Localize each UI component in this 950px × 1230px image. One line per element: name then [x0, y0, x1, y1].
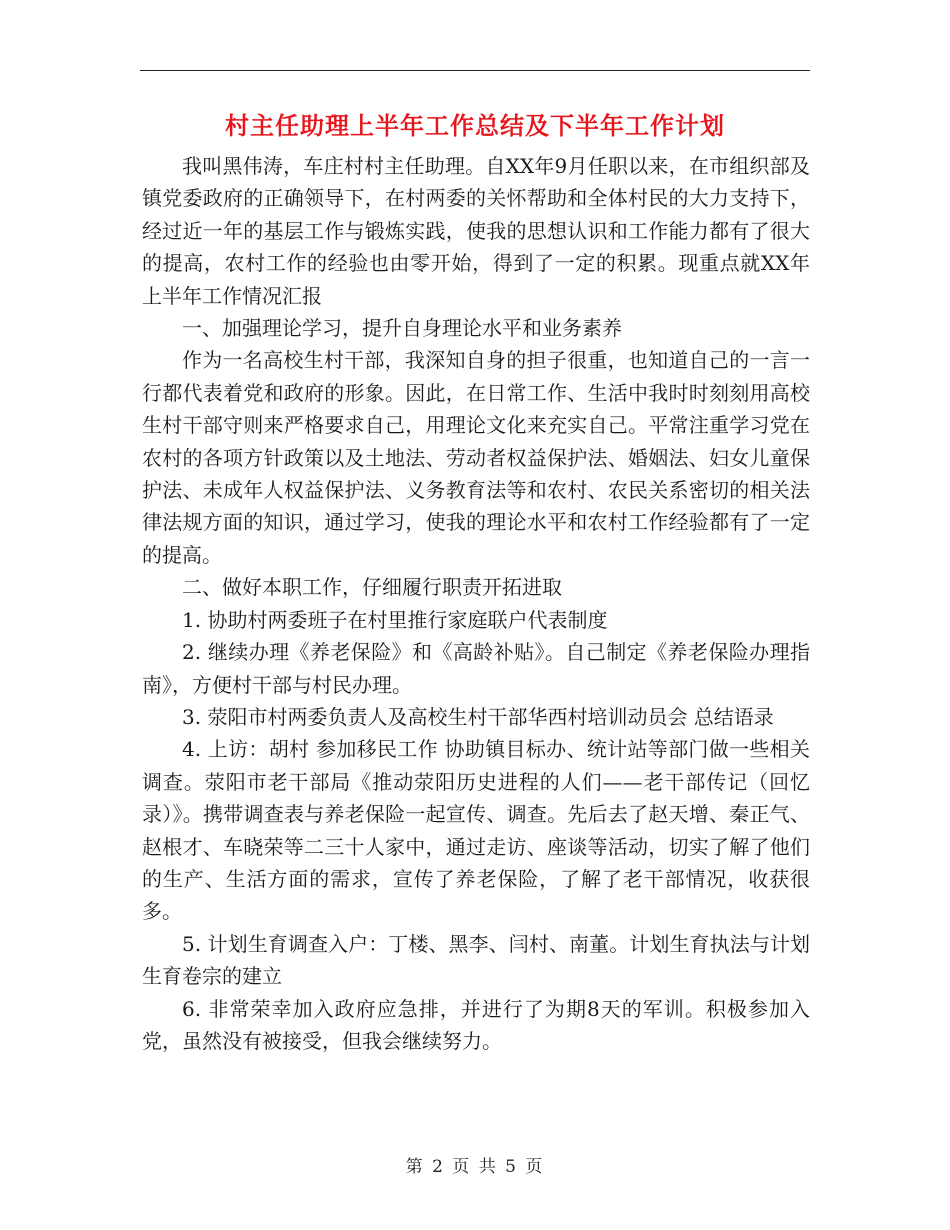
header-rule — [140, 70, 810, 71]
list-item-4: 4. 上访：胡村 参加移民工作 协助镇目标办、统计站等部门做一些相关调查。荥阳市老干部局《推动荥阳历史进程的人们——老干部传记（回忆录）》。携带调查表与养老保险一起宣传、调查。先后去了赵天增、秦正气、赵根才、车晓荣等二三十人家中，通过走访、座谈等活动，切实了解了他们的生产、生活方面的需求，宣传了养老保险，了解了老干部情况，收获很多。 — [142, 737, 810, 924]
page-number-label: 第 2 页 共 5 页 — [405, 1157, 545, 1177]
page-number-footer — [0, 1152, 950, 1177]
list-item-3: 3. 荥阳市村两委负责人及高校生村干部华西村培训动员会 总结语录 — [182, 704, 774, 729]
paragraph-study: 作为一名高校生村干部，我深知自身的担子很重，也知道自己的一言一行都代表着党和政府的形象。因此，在日常工作、生活中我时时刻刻用高校生村干部守则来严格要求自己，用理论文化来充实自己。平常注重学习党在农村的各项方针政策以及土地法、劳动者权益保护法、婚姻法、妇女儿童保护法、未成年人权益保护法、义务教育法等和农村、农民关系密切的相关法律法规方面的知识，通过学习，使我的理论水平和农村工作经验都有了一定的提高。 — [142, 348, 810, 567]
list-item-6: 6. 非常荣幸加入政府应急排，并进行了为期8天的军训。积极参加入党，虽然没有被接受，但我会继续努力。 — [142, 996, 810, 1053]
list-item-5: 5. 计划生育调查入户：丁楼、黑李、闫村、南董。计划生育执法与计划生育卷宗的建立 — [142, 931, 810, 989]
document-body — [142, 150, 810, 1057]
section-heading-2: 二、做好本职工作，仔细履行职责开拓进取 — [182, 575, 562, 600]
paragraph-intro: 我叫黑伟涛，车庄村村主任助理。自XX年9月任职以来，在市组织部及镇党委政府的正确领导下，在村两委的关怀帮助和全体村民的大力支持下，经过近一年的基层工作与锻炼实践，使我的思想认识和工作能力都有了很大的提高，农村工作的经验也由零开始，得到了一定的积累。现重点就XX年上半年工作情况汇报 — [142, 154, 810, 308]
section-heading-1: 一、加强理论学习，提升自身理论水平和业务素养 — [182, 316, 622, 341]
list-item-1: 1. 协助村两委班子在村里推行家庭联户代表制度 — [182, 607, 608, 632]
list-item-2: 2. 继续办理《养老保险》和《高龄补贴》。自己制定《养老保险办理指南》，方便村干部与村民办理。 — [142, 640, 810, 697]
document-title: 村主任助理上半年工作总结及下半年工作计划 — [225, 111, 725, 140]
